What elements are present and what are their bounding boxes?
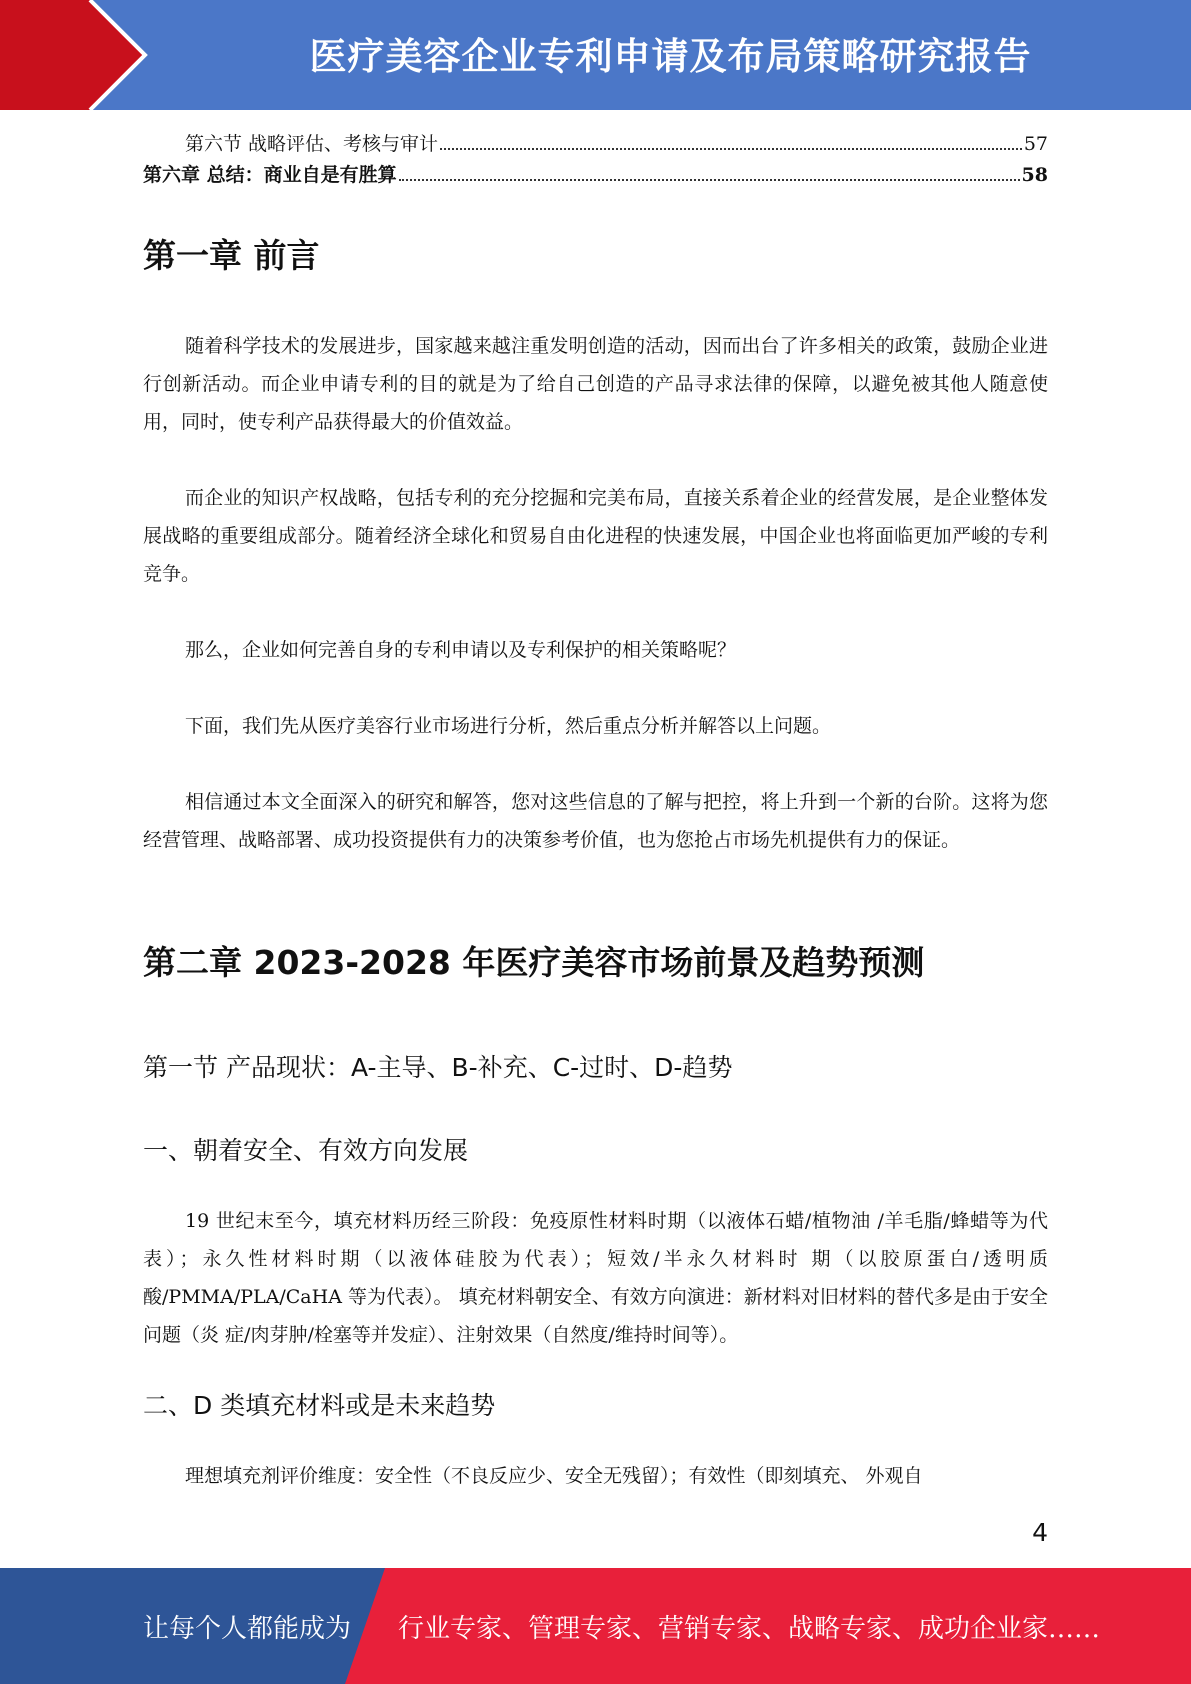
toc-entry-label: 第六章 总结：商业自是有胜算 xyxy=(143,164,397,186)
toc-leader-dots xyxy=(440,148,1022,150)
body-paragraph: 那么，企业如何完善自身的专利申请以及专利保护的相关策略呢？ xyxy=(185,639,737,661)
toc-entry-page: 57 xyxy=(1023,133,1048,155)
subsection-heading: 二、D 类填充材料或是未来趋势 xyxy=(143,1391,496,1420)
toc-entry[interactable] xyxy=(143,129,1048,156)
body-paragraph: 而企业的知识产权战略，包括专利的充分挖掘和完美布局，直接关系着企业的经营发展，是企业整体发展战略的重要组成部分。随着经济全球化和贸易自由化进程的快速发展，中国企业也将面临更加严峻的专利竞争。 xyxy=(143,487,1048,585)
page-number: 4 xyxy=(1032,1518,1048,1547)
toc-entry-page: 58 xyxy=(1021,164,1048,186)
footer-slogan-left: 让每个人都能成为 xyxy=(143,1613,352,1644)
body-paragraph: 19 世纪末至今，填充材料历经三阶段：免疫原性材料时期（以液体石蜡/植物油 /羊毛脂/蜂蜡等为代表）；永久性材料时期（以液体硅胶为代表）；短效/半永久材料时 期（以胶原蛋白/透明质酸/PMMA/PLA/CaHA 等为代表）。 填充材料朝安全、有效方向演进：新材料对旧材料的替代多是由于安全问题（炎 症/肉芽肿/栓塞等并发症）、注射效果（自然度/维持时间等）。 xyxy=(143,1210,1048,1346)
chapter-heading: 第二章 2023-2028 年医疗美容市场前景及趋势预测 xyxy=(143,943,925,982)
toc-entry[interactable] xyxy=(143,160,1048,187)
body-paragraph: 理想填充剂评价维度：安全性（不良反应少、安全无残留）；有效性（即刻填充、 外观自 xyxy=(185,1465,923,1487)
subsection-heading: 一、朝着安全、有效方向发展 xyxy=(143,1136,469,1165)
header-red-arrow-decoration xyxy=(0,0,150,110)
body-paragraph: 随着科学技术的发展进步，国家越来越注重发明创造的活动，因而出台了许多相关的政策，鼓励企业进行创新活动。而企业申请专利的目的就是为了给自己创造的产品寻求法律的保障，以避免被其他人随意使用，同时，使专利产品获得最大的价值效益。 xyxy=(143,335,1048,433)
body-paragraph: 下面，我们先从医疗美容行业市场进行分析，然后重点分析并解答以上问题。 xyxy=(185,715,832,737)
chapter-heading: 第一章 前言 xyxy=(143,236,320,275)
page-footer xyxy=(0,1568,1191,1684)
toc-entry-label: 第六节 战略评估、考核与审计 xyxy=(185,133,439,155)
body-paragraph: 相信通过本文全面深入的研究和解答，您对这些信息的了解与把控，将上升到一个新的台阶。这将为您经营管理、战略部署、成功投资提供有力的决策参考价值，也为您抢占市场先机提供有力的保证。 xyxy=(143,791,1048,851)
report-title: 医疗美容企业专利申请及布局策略研究报告 xyxy=(309,35,1032,78)
footer-slogan-right: 行业专家、管理专家、营销专家、战略专家、成功企业家…… xyxy=(398,1613,1101,1644)
section-heading: 第一节 产品现状：A-主导、B-补充、C-过时、D-趋势 xyxy=(143,1053,733,1082)
page-header xyxy=(0,0,1191,110)
toc-leader-dots xyxy=(399,179,1020,181)
